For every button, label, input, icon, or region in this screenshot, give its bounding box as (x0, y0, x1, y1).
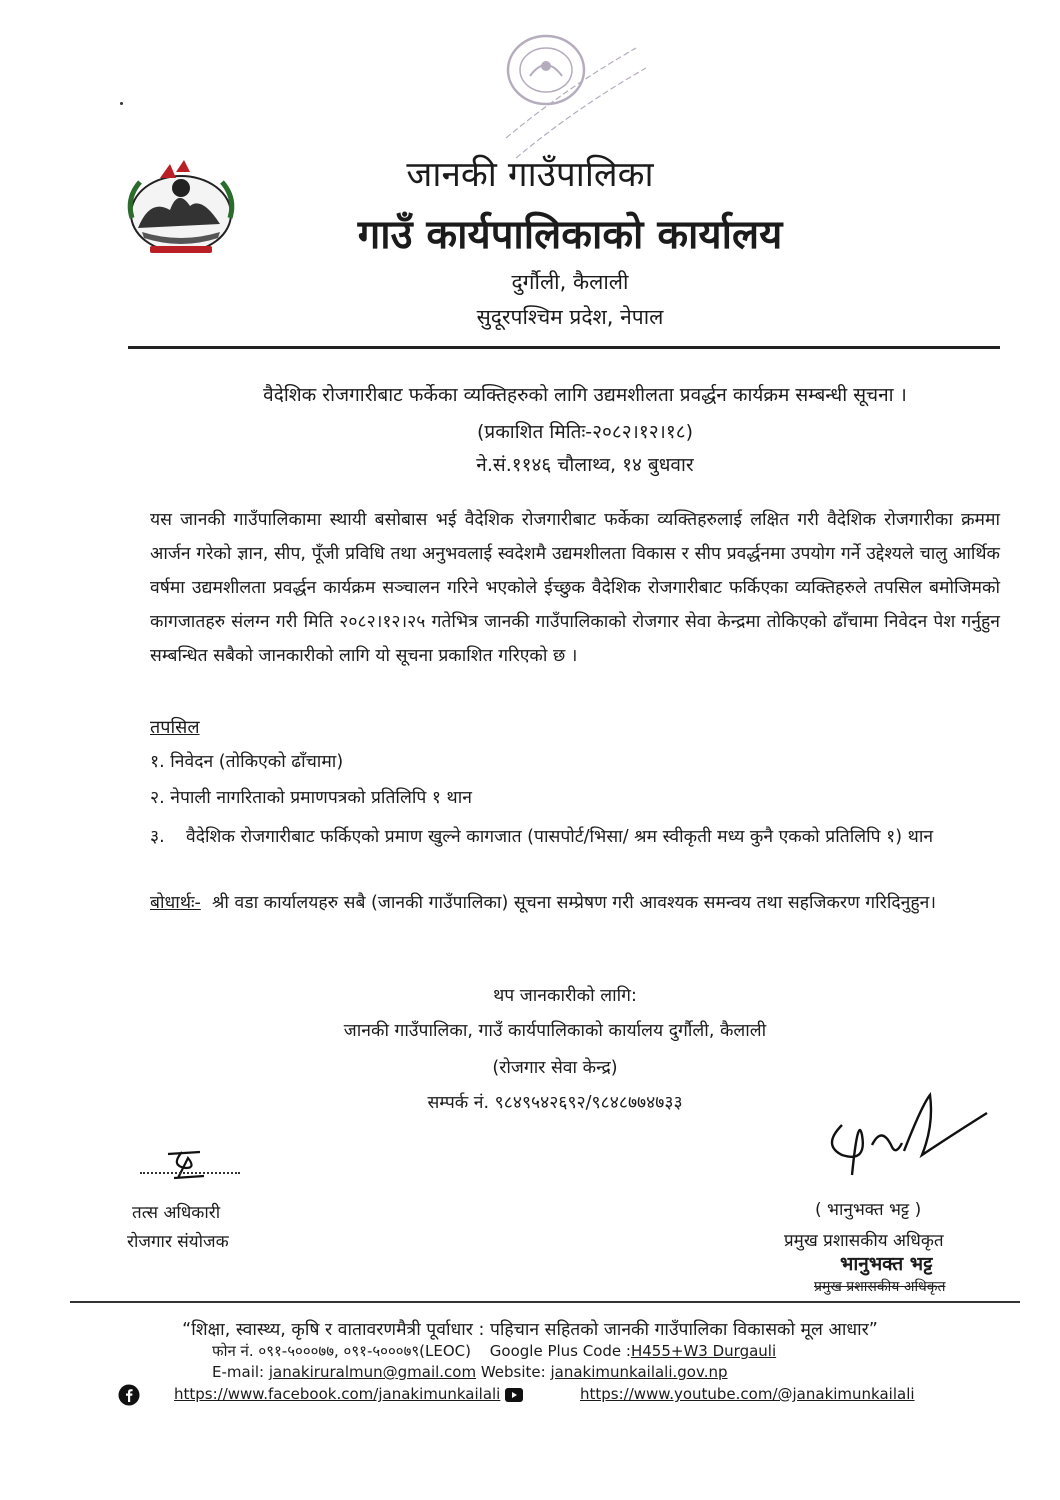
header-divider (128, 346, 1000, 349)
youtube-icon (505, 1388, 523, 1402)
footer-phone: फोन नं. ०९१-५०००७७, ०९१-५०००७९(LEOC) (212, 1342, 471, 1360)
contact-center: (रोजगार सेवा केन्द्र) (492, 1058, 618, 1078)
list-item-number: १. (150, 752, 165, 772)
facebook-link[interactable]: https://www.facebook.com/janakimunkailali (174, 1385, 501, 1403)
bodhartha-label: बोधार्थः- (150, 893, 201, 913)
published-date: (प्रकाशित मितिः-२०८२।१२।१८) (476, 421, 694, 443)
municipality-name: जानकी गाउँपालिका (406, 155, 654, 195)
bodhartha-text: श्री वडा कार्यालयहरु सबै (जानकी गाउँपालिका) सूचना सम्प्रेषण गरी आवश्यक समन्वय तथा सहजिकरण गरिदिनुहुन। (212, 893, 937, 913)
facebook-icon (118, 1384, 140, 1406)
office-province: सुदूरपश्चिम प्रदेश, नेपाल (476, 305, 664, 329)
contact-office: जानकी गाउँपालिका, गाउँ कार्यपालिकाको कार्यालय दुर्गौली, कैलाली (343, 1021, 767, 1041)
footer-divider (70, 1301, 1020, 1303)
website-link[interactable]: janakimunkailali.gov.np (550, 1363, 728, 1381)
left-signatory-role: रोजगार संयोजक (127, 1232, 229, 1252)
office-name: गाउँ कार्यपालिकाको कार्यालय (357, 212, 783, 258)
contact-phone: सम्पर्क नं. ९८४९५४२६९२/९८४८७७४७३३ (427, 1093, 683, 1113)
list-item-text: नेपाली नागरिताको प्रमाणपत्रको प्रतिलिपि १ थान (170, 788, 472, 808)
list-item-number: ३. (150, 827, 165, 847)
right-signatory-name: ( भानुभक्त भट्ट ) (815, 1200, 922, 1220)
contact-heading: थप जानकारीको लागि: (493, 986, 637, 1006)
footer-email-row (212, 1363, 728, 1381)
email-link[interactable]: janakiruralmun@gmail.com (268, 1363, 477, 1381)
youtube-link[interactable]: https://www.youtube.com/@janakimunkailali (580, 1385, 915, 1403)
right-signature-icon (812, 1085, 1002, 1195)
list-item-text: निवेदन (तोकिएको ढाँचामा) (170, 752, 344, 772)
list-item-text: वैदेशिक रोजगारीबाट फर्किएको प्रमाण खुल्ने कागजात (पासपोर्ट/भिसा/ श्रम स्वीकृती मध्य कुनै एकको प्रतिलिपि १) थान (186, 827, 934, 847)
list-item (150, 749, 343, 773)
left-signature-icon (160, 1148, 210, 1182)
left-signatory-title: तत्स अधिकारी (132, 1203, 221, 1223)
footer-phone-row (212, 1341, 776, 1361)
speck (120, 102, 123, 105)
list-item (150, 785, 472, 809)
list-item-number: २. (150, 788, 165, 808)
plus-code-label: Google Plus Code : (489, 1342, 631, 1360)
nepal-sambat-date: ने.सं.११४६ चौलाथ्व, १४ बुधवार (476, 454, 694, 476)
website-label: Website: (480, 1363, 546, 1381)
left-signature-line (140, 1172, 240, 1174)
notice-title: वैदेशिक रोजगारीबाट फर्केका व्यक्तिहरुको लागि उद्यमशीलता प्रवर्द्धन कार्यक्रम सम्बन्धी सूचना । (263, 384, 907, 406)
right-stamp-name: भानुभक्त भट्ट (840, 1253, 933, 1275)
office-location: दुर्गौली, कैलाली (511, 270, 629, 294)
email-label: E-mail: (212, 1363, 265, 1381)
bodhartha (150, 886, 1000, 920)
list-item (150, 820, 1000, 854)
plus-code-link[interactable]: H455+W3 Durgauli (630, 1342, 777, 1360)
right-signatory-role: प्रमुख प्रशासकीय अधिकृत (784, 1231, 944, 1251)
footer-slogan: “शिक्षा, स्वास्थ्य, कृषि र वातावरणमैत्री पूर्वाधार : पहिचान सहितको जानकी गाउँपालिका विकासको मूल आधार” (182, 1320, 878, 1340)
notice-body: यस जानकी गाउँपालिकामा स्थायी बसोबास भई वैदेशिक रोजगारीबाट फर्केका व्यक्तिहरुलाई लक्षित गरी वैदेशिक रोजगारीका क्रममा आर्जन गरेको ज्ञान, सीप, पूँजी प्रविधि तथा अनुभवलाई स्वदेशमै उद्यमशीलता विकास र सीप प्रवर्द्धनमा उपयोग गर्ने उद्देश्यले चालु आर्थिक वर्षमा उद्यमशीलता प्रवर्द्धन कार्यक्रम सञ्चालन गरिने भएकोले ईच्छुक वैदेशिक रोजगारीबाट फर्किएका व्यक्तिहरुले तपसिल बमोजिमको कागजातहरु संलग्न गरी मिति २०८२।१२।२५ गतेभित्र जानकी गाउँपालिकाको रोजगार सेवा केन्द्रमा तोकिएको ढाँचामा निवेदन पेश गर्नुहुन सम्बन्धित सबैको जानकारीको लागि यो सूचना प्रकाशित गरिएको छ । (150, 510, 1000, 666)
tapasil-heading: तपसिल (150, 717, 200, 738)
right-stamp-role: प्रमुख प्रशासकीय अधिकृत (814, 1279, 946, 1295)
